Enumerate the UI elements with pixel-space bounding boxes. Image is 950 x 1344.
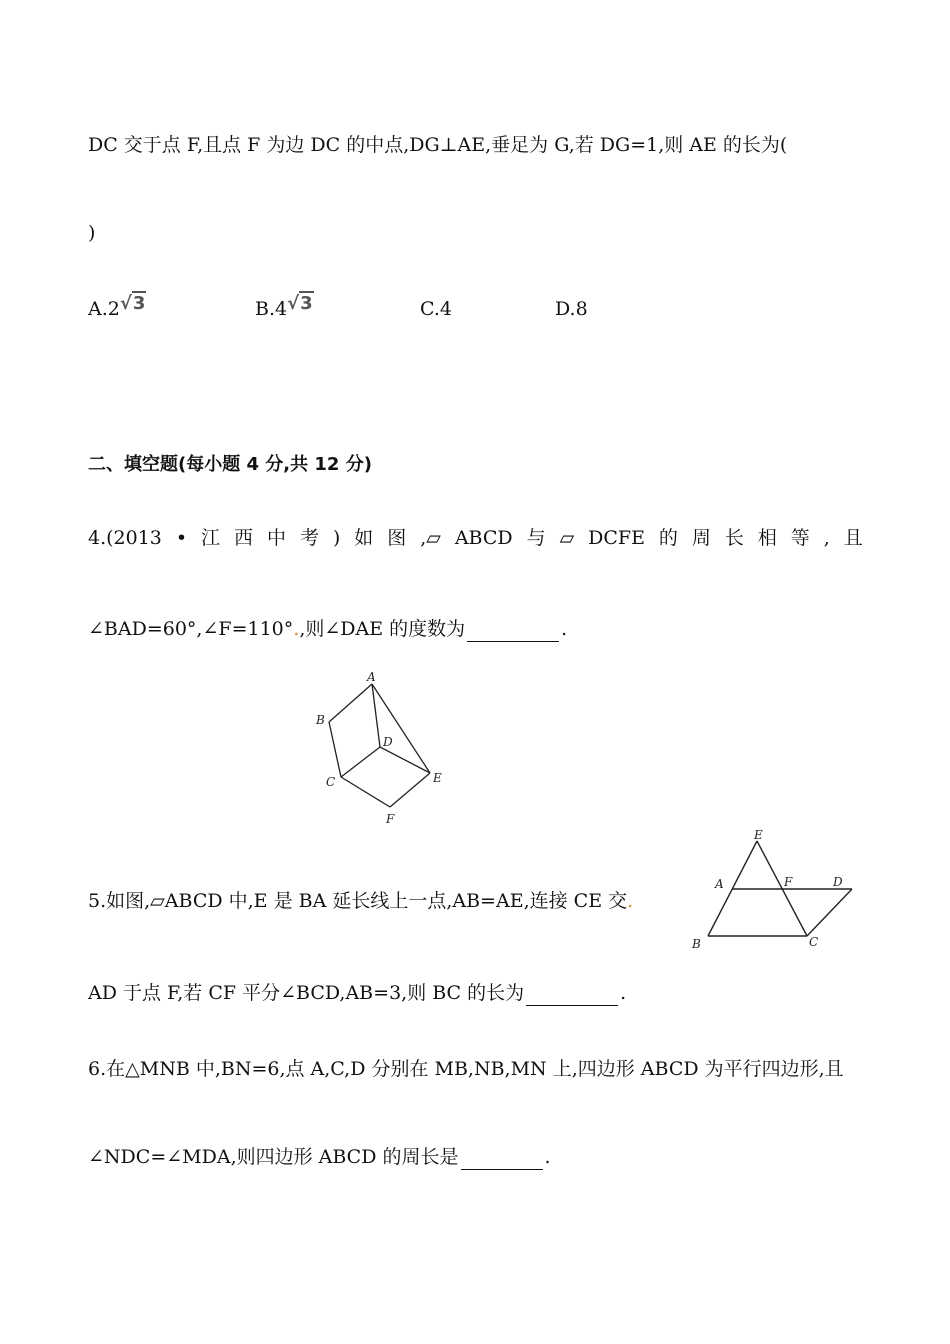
label-c: C — [809, 935, 819, 949]
q5-line2 — [88, 980, 626, 1006]
label-a: A — [715, 877, 724, 891]
q4-token: • — [175, 527, 188, 549]
q5-line1-text: 5.如图,▱ABCD 中,E 是 BA 延长线上一点,AB=AE,连接 CE 交 — [88, 890, 628, 912]
q4-line2 — [88, 616, 567, 642]
q4-token: ▱ — [559, 527, 575, 549]
q4-token: 中 — [266, 527, 286, 549]
q4-token: 周 — [691, 527, 711, 549]
option-a-radicand: 3 — [132, 293, 146, 314]
q5-line1 — [88, 888, 633, 914]
edge-cd — [341, 747, 380, 777]
q4-token: DCFE — [588, 527, 645, 549]
q6-line2 — [88, 1144, 551, 1170]
label-f: F — [386, 812, 395, 826]
q3-line1: DC 交于点 F,且点 F 为边 DC 的中点,DG⊥AE,垂足为 G,若 DG=1,则 AE 的长为( — [88, 134, 788, 156]
label-d: D — [833, 875, 843, 889]
q4-token: 与 — [526, 527, 546, 549]
q4-line2-dot: . — [293, 618, 300, 640]
q4-line2-main: ∠BAD=60°,∠F=110° — [88, 618, 294, 640]
edge-cd — [807, 889, 852, 936]
label-b: B — [316, 713, 325, 727]
q4-token: 相 — [757, 527, 777, 549]
q5-end: . — [620, 982, 627, 1004]
option-a-prefix: A.2 — [88, 298, 120, 320]
q5-line2-text: AD 于点 F,若 CF 平分∠BCD,AB=3,则 BC 的长为 — [88, 982, 525, 1004]
label-e: E — [754, 828, 763, 842]
q5-figure — [688, 826, 858, 954]
q5-line1-dot: . — [627, 890, 634, 912]
edge-bc — [329, 722, 341, 777]
q4-token: 如 — [354, 527, 374, 549]
option-b — [255, 293, 314, 323]
q4-token: 江 — [201, 527, 221, 549]
section-heading: 二、填空题(每小题 4 分,共 12 分) — [88, 454, 372, 475]
edge-ef — [390, 773, 430, 807]
option-a — [88, 293, 146, 323]
q5-answer-blank[interactable] — [526, 985, 618, 1006]
q4-token: 等 — [790, 527, 810, 549]
label-c: C — [326, 775, 336, 789]
sqrt-icon: √3 — [287, 293, 313, 314]
q4-token: 西 — [234, 527, 254, 549]
edge-ab — [329, 684, 372, 722]
q4-token: 考 — [299, 527, 319, 549]
q3-line2: ) — [88, 222, 96, 244]
q4-token: 且 — [843, 527, 863, 549]
label-f: F — [784, 875, 793, 889]
q4-line2-rest: ,则∠DAE 的度数为 — [299, 618, 466, 640]
option-b-radicand: 3 — [300, 293, 313, 314]
q4-figure — [305, 668, 455, 833]
q4-token: 图 — [387, 527, 407, 549]
option-c: C.4 — [420, 298, 452, 320]
q4-token: , — [823, 527, 830, 549]
q4-token: ABCD — [454, 527, 513, 549]
label-a: A — [367, 670, 376, 684]
q4-line1 — [88, 525, 863, 551]
q4-answer-blank[interactable] — [467, 621, 559, 642]
label-e: E — [433, 771, 442, 785]
label-d: D — [383, 735, 393, 749]
q6-line2-text: ∠NDC=∠MDA,则四边形 ABCD 的周长是 — [88, 1146, 459, 1168]
label-b: B — [692, 937, 701, 951]
q4-token: ) — [332, 527, 341, 549]
q6-end: . — [544, 1146, 551, 1168]
edge-ae — [372, 684, 430, 773]
q4-token: 长 — [724, 527, 744, 549]
q4-token: ,▱ — [420, 527, 441, 549]
option-d: D.8 — [555, 298, 588, 320]
edge-de — [380, 747, 430, 773]
q6-answer-blank[interactable] — [461, 1149, 543, 1170]
sqrt-icon: √3 — [119, 293, 146, 314]
q4-token: 的 — [658, 527, 678, 549]
option-b-prefix: B.4 — [255, 298, 288, 320]
q4-token: 4.(2013 — [88, 527, 162, 549]
q6-line1: 6.在△MNB 中,BN=6,点 A,C,D 分别在 MB,NB,MN 上,四边形 ABCD 为平行四边形,且 — [88, 1058, 844, 1080]
edge-fc — [341, 777, 390, 807]
q4-end: . — [561, 618, 568, 640]
